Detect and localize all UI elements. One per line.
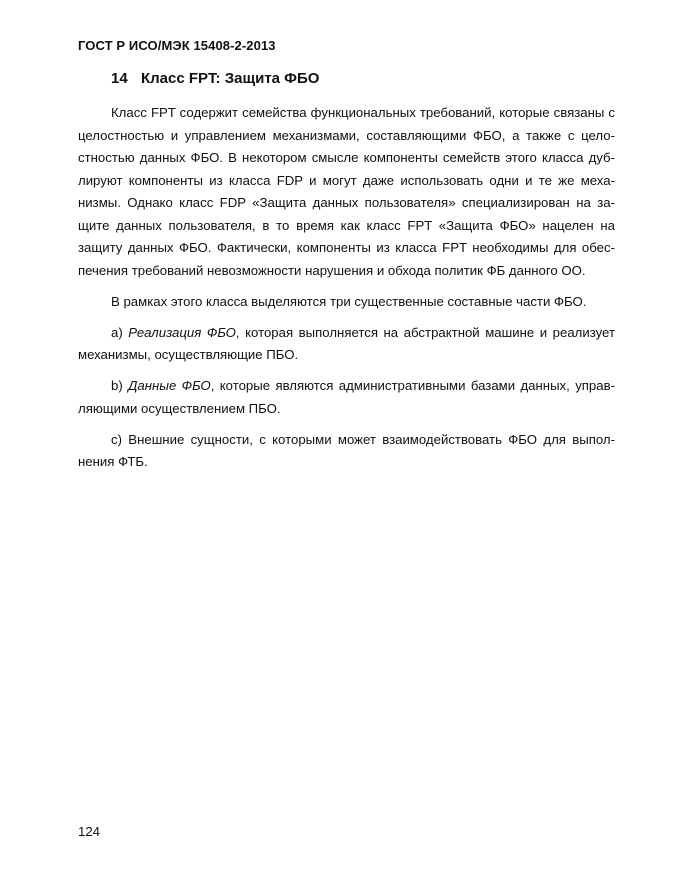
list-item-b	[78, 375, 615, 420]
document-body	[78, 102, 615, 482]
list-item-a-marker: a)	[111, 324, 129, 340]
section-heading	[111, 70, 319, 87]
list-item-b-text: , которые являются административными базами данных, управляющими осуществлением ПБО.	[78, 378, 616, 416]
paragraph-parts-intro: В рамках этого класса выделяются три существенные составные части ФБО.	[111, 293, 587, 309]
list-item-c: c) Внешние сущности, с которыми может взаимодействовать ФБО для выполнения ФТБ.	[78, 431, 615, 469]
list-item-a-text: , которая выполняется на абстрактной машине и реализует механизмы, осуществляющие ПБО.	[78, 324, 615, 362]
section-title-text: Класс FPT: Защита ФБО	[141, 70, 320, 87]
list-item-a-term: Реализация ФБО	[128, 324, 236, 340]
paragraph-intro: Класс FPT содержит семейства функциональных требований, которые связаны с целостностью и управлением механизмами, составляющими ФБО, а также с целостностью данных ФБО. В некотором смысле компоненты семейств этого класса дублируют компоненты из класса FDP и могут даже использовать одни и те же механизмы. Однако класс FDP «Защита данных пользователя» специализирован на защите данных пользователя, в то время как класс FPT «Защита ФБО» нацелен на защиту данных ФБО. Фактически, компоненты из класса FPT необходимы для обеспечения требований невозможности нарушения и обхода политик ФБ данного ОО.	[78, 105, 615, 278]
page-number: 124	[78, 824, 101, 839]
list-item-b-term: Данные ФБО	[128, 378, 211, 393]
list-item-b-marker: b)	[111, 378, 129, 393]
section-number: 14	[111, 70, 128, 87]
list-item-a	[78, 322, 615, 367]
document-standard-code: ГОСТ Р ИСО/МЭК 15408-2-2013	[78, 38, 276, 53]
